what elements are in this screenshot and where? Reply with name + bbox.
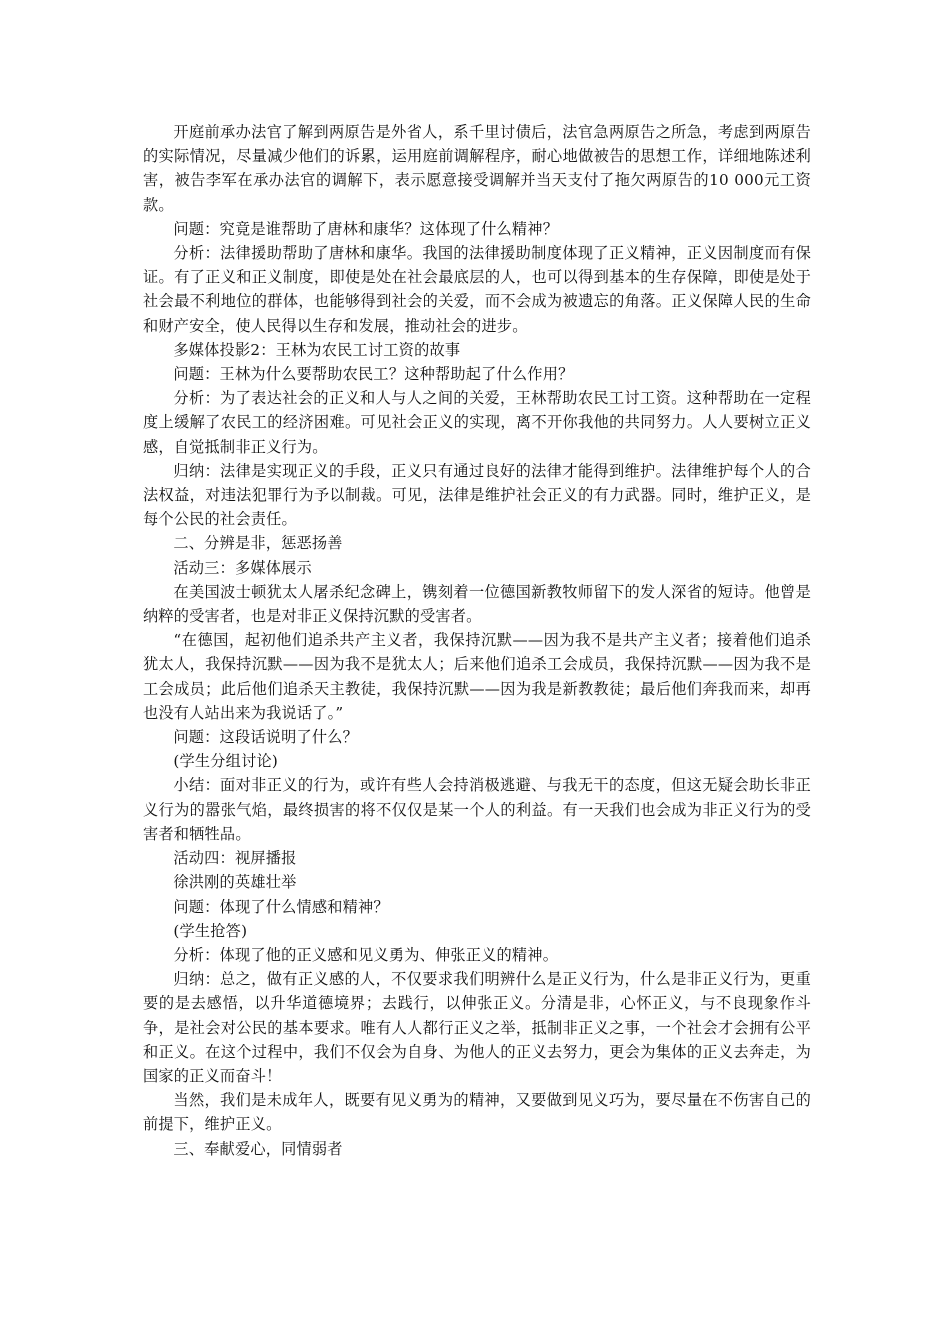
- paragraph-question-3: 问题：这段话说明了什么？: [173, 728, 359, 747]
- paragraph-activity-3: 活动三：多媒体展示: [173, 558, 312, 577]
- section-heading-3: 三、奉献爱心，同情弱者: [173, 1139, 343, 1158]
- paragraph-court-mediation: 开庭前承办法官了解到两原告是外省人，系千里讨债后，法官急两原告之所急，考虑到两原告的实际情况，尽量减少他们的诉累，运用庭前调解程序，耐心地做被告的思想工作，详细地陈述利害，被告李军在承办法官的调解下，表示愿意接受调解并当天支付了拖欠两原告的10 000元工资款。: [143, 123, 811, 214]
- document-page: [143, 120, 811, 1161]
- paragraph-summary-2: 归纳：总之，做有正义感的人，不仅要求我们明辨什么是正义行为，什么是非正义行为，更重要的是去感悟，以升华道德境界；去践行，以伸张正义。分清是非，心怀正义，与不良现象作斗争，是社会对公民的基本要求。唯有人人都行正义之举，抵制非正义之事，一个社会才会拥有公平和正义。在这个过程中，我们不仅会为自身、为他人的正义去努力，更会为集体的正义去奔走，为国家的正义而奋斗！: [143, 970, 811, 1085]
- paragraph-boston-memorial: 在美国波士顿犹太人屠杀纪念碑上，镌刻着一位德国新教牧师留下的发人深省的短诗。他曾是纳粹的受害者，也是对非正义保持沉默的受害者。: [143, 582, 811, 626]
- paragraph-question-1: 问题：究竟是谁帮助了唐林和康华？这体现了什么精神？: [173, 219, 559, 238]
- paragraph-hero-story: 徐洪刚的英雄壮举: [173, 873, 297, 892]
- paragraph-multimedia-2: 多媒体投影2：王林为农民工讨工资的故事: [173, 340, 461, 359]
- section-heading-2: 二、分辨是非，惩恶扬善: [173, 534, 343, 553]
- paragraph-analysis-3: 分析：体现了他的正义感和见义勇为、伸张正义的精神。: [173, 945, 559, 964]
- paragraph-conclusion: 小结：面对非正义的行为，或许有些人会持消极逃避、与我无干的态度，但这无疑会助长非正义行为的嚣张气焰，最终损害的将不仅仅是某一个人的利益。有一天我们也会成为非正义行为的受害者和牺牲品。: [143, 776, 811, 843]
- paragraph-question-2: 问题：王林为什么要帮助农民工？这种帮助起了什么作用？: [173, 365, 574, 384]
- paragraph-group-discussion: (学生分组讨论): [173, 752, 278, 771]
- paragraph-question-4: 问题：体现了什么情感和精神？: [173, 897, 389, 916]
- paragraph-summary-1: 归纳：法律是实现正义的手段，正义只有通过良好的法律才能得到维护。法律维护每个人的合法权益，对违法犯罪行为予以制裁。可见，法律是维护社会正义的有力武器。同时，维护正义，是每个公民的社会责任。: [143, 461, 811, 529]
- paragraph-poem-quote: “在德国，起初他们追杀共产主义者，我保持沉默——因为我不是共产主义者；接着他们追杀犹太人，我保持沉默——因为我不是犹太人；后来他们追杀工会成员，我保持沉默——因为我不是工会成员；此后他们追杀天主教徒，我保持沉默——因为我是新教教徒；最后他们奔我而来，却再也没有人站出来为我说话了。”: [143, 631, 811, 722]
- paragraph-activity-4: 活动四：视屏播报: [173, 849, 297, 868]
- paragraph-minors-note: 当然，我们是未成年人，既要有见义勇为的精神，又要做到见义巧为，要尽量在不伤害自己的前提下，维护正义。: [143, 1091, 811, 1134]
- paragraph-analysis-1: 分析：法律援助帮助了唐林和康华。我国的法律援助制度体现了正义精神，正义因制度而有保证。有了正义和正义制度，即使是处在社会最底层的人，也可以得到基本的生存保障，即使是处于社会最不利地位的群体，也能够得到社会的关爱，而不会成为被遗忘的角落。正义保障人民的生命和财产安全，使人民得以生存和发展，推动社会的进步。: [143, 244, 811, 335]
- paragraph-student-answer: (学生抢答): [173, 921, 248, 940]
- paragraph-analysis-2: 分析：为了表达社会的正义和人与人之间的关爱，王林帮助农民工讨工资。这种帮助在一定程度上缓解了农民工的经济困难。可见社会正义的实现，离不开你我他的共同努力。人人要树立正义感，自觉抵制非正义行为。: [143, 389, 811, 456]
